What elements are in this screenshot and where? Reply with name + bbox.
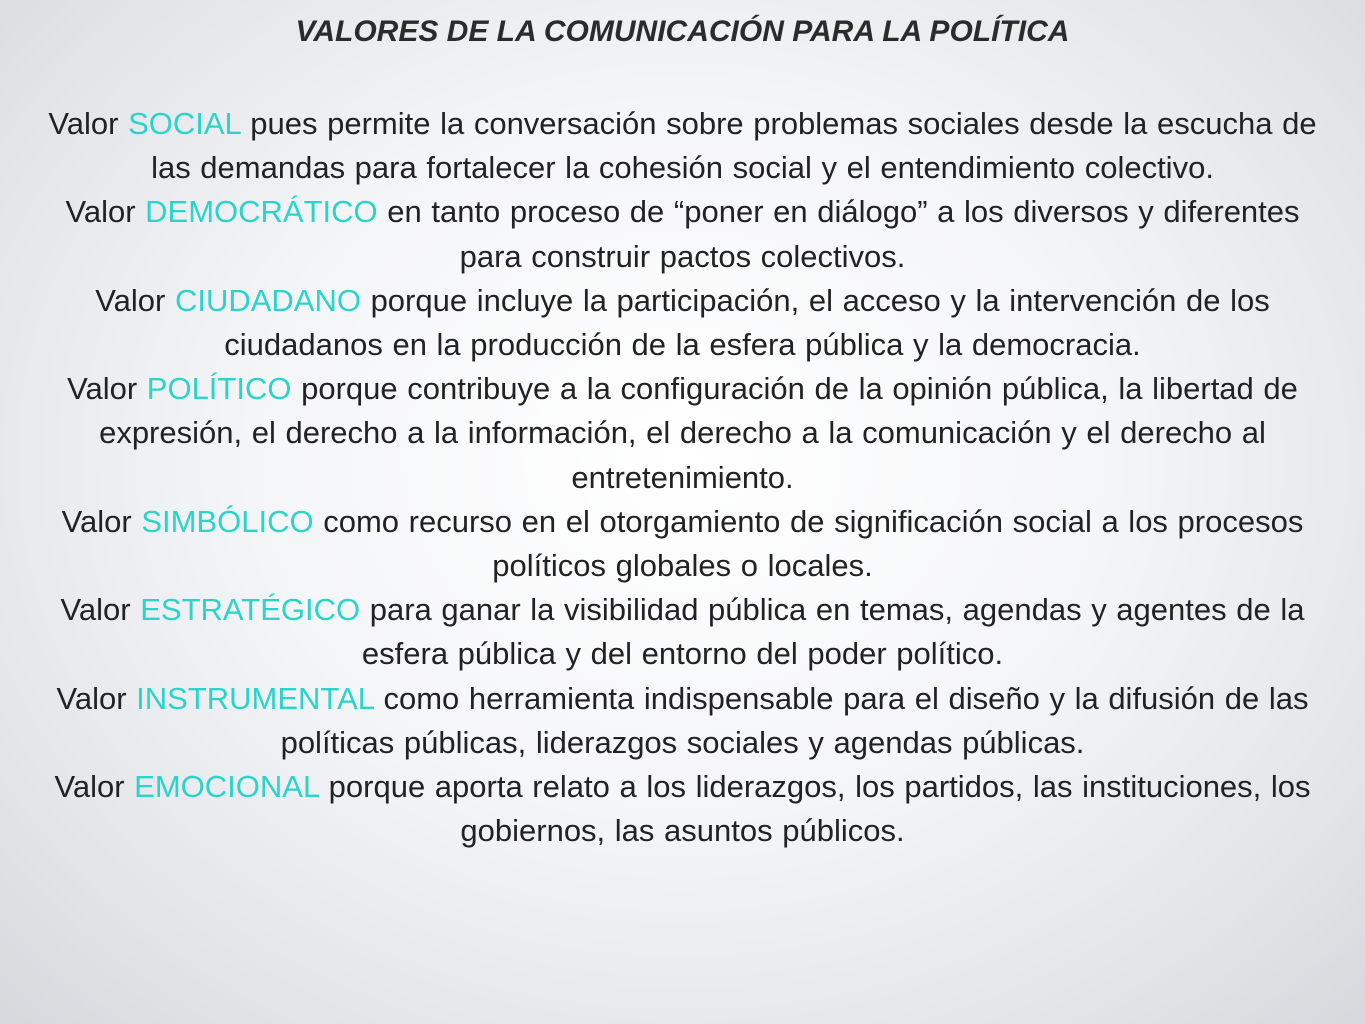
slide-title: VALORES DE LA COMUNICACIÓN PARA LA POLÍTICA <box>295 15 1070 48</box>
value-prefix: Valor <box>56 680 137 716</box>
value-prefix: Valor <box>61 503 142 539</box>
value-democratico <box>33 190 1333 278</box>
value-estrategico <box>33 588 1333 676</box>
value-description: porque contribuye a la configuración de la opinión pública, la libertad de expresión, el derecho a la información, el derecho a la comunicación y el derecho al entretenimiento. <box>99 371 1298 495</box>
value-keyword-ciudadano: CIUDADANO <box>174 282 361 318</box>
value-description: para ganar la visibilidad pública en temas, agendas y agentes de la esfera pública y del entorno del poder político. <box>360 592 1305 672</box>
value-description: porque incluye la participación, el acceso y la intervención de los ciudadanos en la producción de la esfera pública y la democracia. <box>224 282 1270 363</box>
value-simbolico <box>33 500 1333 588</box>
value-description: en tanto proceso de “poner en diálogo” a los diversos y diferentes para construir pactos colectivos. <box>377 194 1300 274</box>
value-keyword-emocional: EMOCIONAL <box>134 769 320 805</box>
value-prefix: Valor <box>48 106 129 141</box>
value-keyword-instrumental: INSTRUMENTAL <box>136 680 374 716</box>
value-politico <box>33 367 1333 500</box>
value-prefix: Valor <box>54 769 135 805</box>
value-description: como recurso en el otorgamiento de significación social a los procesos políticos globales o locales. <box>313 503 1304 584</box>
value-description: como herramienta indispensable para el diseño y la difusión de las políticas públicas, liderazgos sociales y agendas públicas. <box>280 680 1309 760</box>
value-keyword-simbolico: SIMBÓLICO <box>141 503 314 539</box>
value-instrumental <box>33 677 1333 765</box>
value-keyword-social: SOCIAL <box>128 106 241 141</box>
value-social <box>33 102 1333 190</box>
value-keyword-estrategico: ESTRATÉGICO <box>140 592 361 628</box>
value-keyword-politico: POLÍTICO <box>146 371 292 407</box>
value-description: pues permite la conversación sobre problemas sociales desde la escucha de las demandas para fortalecer la cohesión social y el entendimiento colectivo. <box>151 106 1317 186</box>
value-prefix: Valor <box>60 592 141 628</box>
slide-body <box>33 102 1333 853</box>
value-prefix: Valor <box>95 282 175 318</box>
value-prefix: Valor <box>65 194 146 230</box>
value-description: porque aporta relato a los liderazgos, los partidos, las instituciones, los gobiernos, las asuntos públicos. <box>319 769 1311 849</box>
value-keyword-democratico: DEMOCRÁTICO <box>145 194 378 230</box>
value-prefix: Valor <box>67 371 147 407</box>
value-ciudadano <box>33 279 1333 367</box>
value-emocional <box>33 765 1333 853</box>
